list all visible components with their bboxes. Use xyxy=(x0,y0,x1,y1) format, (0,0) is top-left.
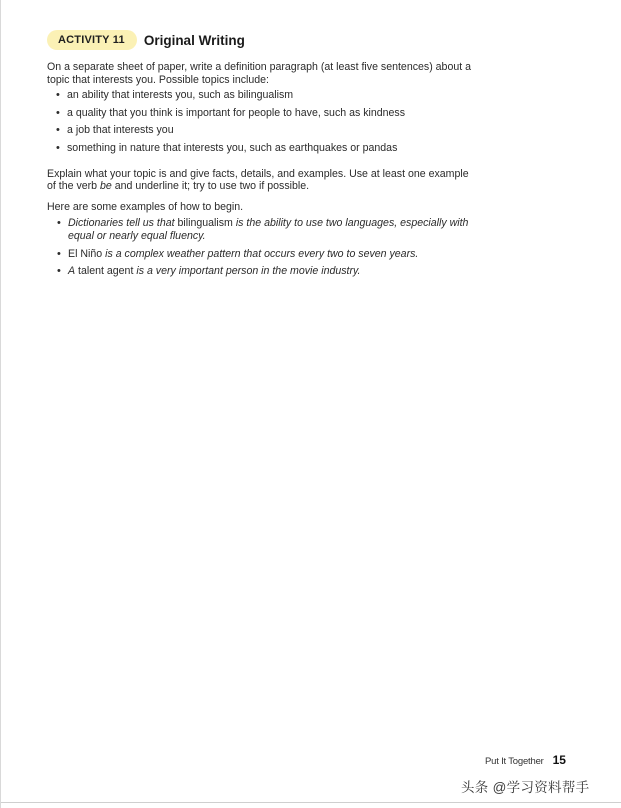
intro-paragraph: On a separate sheet of paper, write a definition paragraph (at least five sentences) about a topic that interests you. Possible topics include: xyxy=(47,61,472,86)
activity-header xyxy=(47,30,245,50)
example-lead: A xyxy=(68,265,76,278)
example-definition: is the ability to use two languages, especially with equal or nearly equal fluency. xyxy=(68,217,469,242)
examples-intro: Here are some examples of how to begin. xyxy=(47,200,244,213)
example-definition: is a complex weather pattern that occurs every two to seven years. xyxy=(105,247,419,260)
activity-title: Original Writing xyxy=(143,32,245,48)
example-lead: Dictionaries tell us that xyxy=(68,217,175,230)
page-divider xyxy=(1,802,621,803)
explain-text: Explain what your topic is and give facts, details, and examples. Use at least one example of the verb xyxy=(47,167,469,193)
explain-verb: be xyxy=(100,180,112,193)
explain-text-end: and underline it; try to use two if possible. xyxy=(111,180,310,193)
topic-list xyxy=(47,89,477,154)
activity-badge: ACTIVITY 11 xyxy=(47,30,137,50)
example-term: El Niño xyxy=(68,247,106,260)
footer-section: Put It Together xyxy=(485,756,544,767)
page-footer xyxy=(485,753,566,767)
watermark-text: 头条 @学习资料帮手 xyxy=(461,780,590,795)
example-term: bilingualism xyxy=(174,217,236,230)
page-number: 15 xyxy=(552,753,566,767)
list-item: • a quality that you think is important for people to have, such as kindness xyxy=(47,107,477,120)
activity-content xyxy=(47,61,477,283)
list-item: • a job that interests you xyxy=(47,124,477,137)
example-list xyxy=(47,217,477,277)
list-item xyxy=(47,265,478,278)
example-term: talent agent xyxy=(75,265,137,278)
example-definition: is a very important person in the movie industry. xyxy=(136,265,361,278)
list-item: • an ability that interests you, such as bilingualism xyxy=(47,89,477,102)
explain-paragraph xyxy=(47,168,477,193)
list-item xyxy=(47,248,478,261)
list-item xyxy=(47,217,478,242)
list-item: • something in nature that interests you, such as earthquakes or pandas xyxy=(47,142,477,155)
